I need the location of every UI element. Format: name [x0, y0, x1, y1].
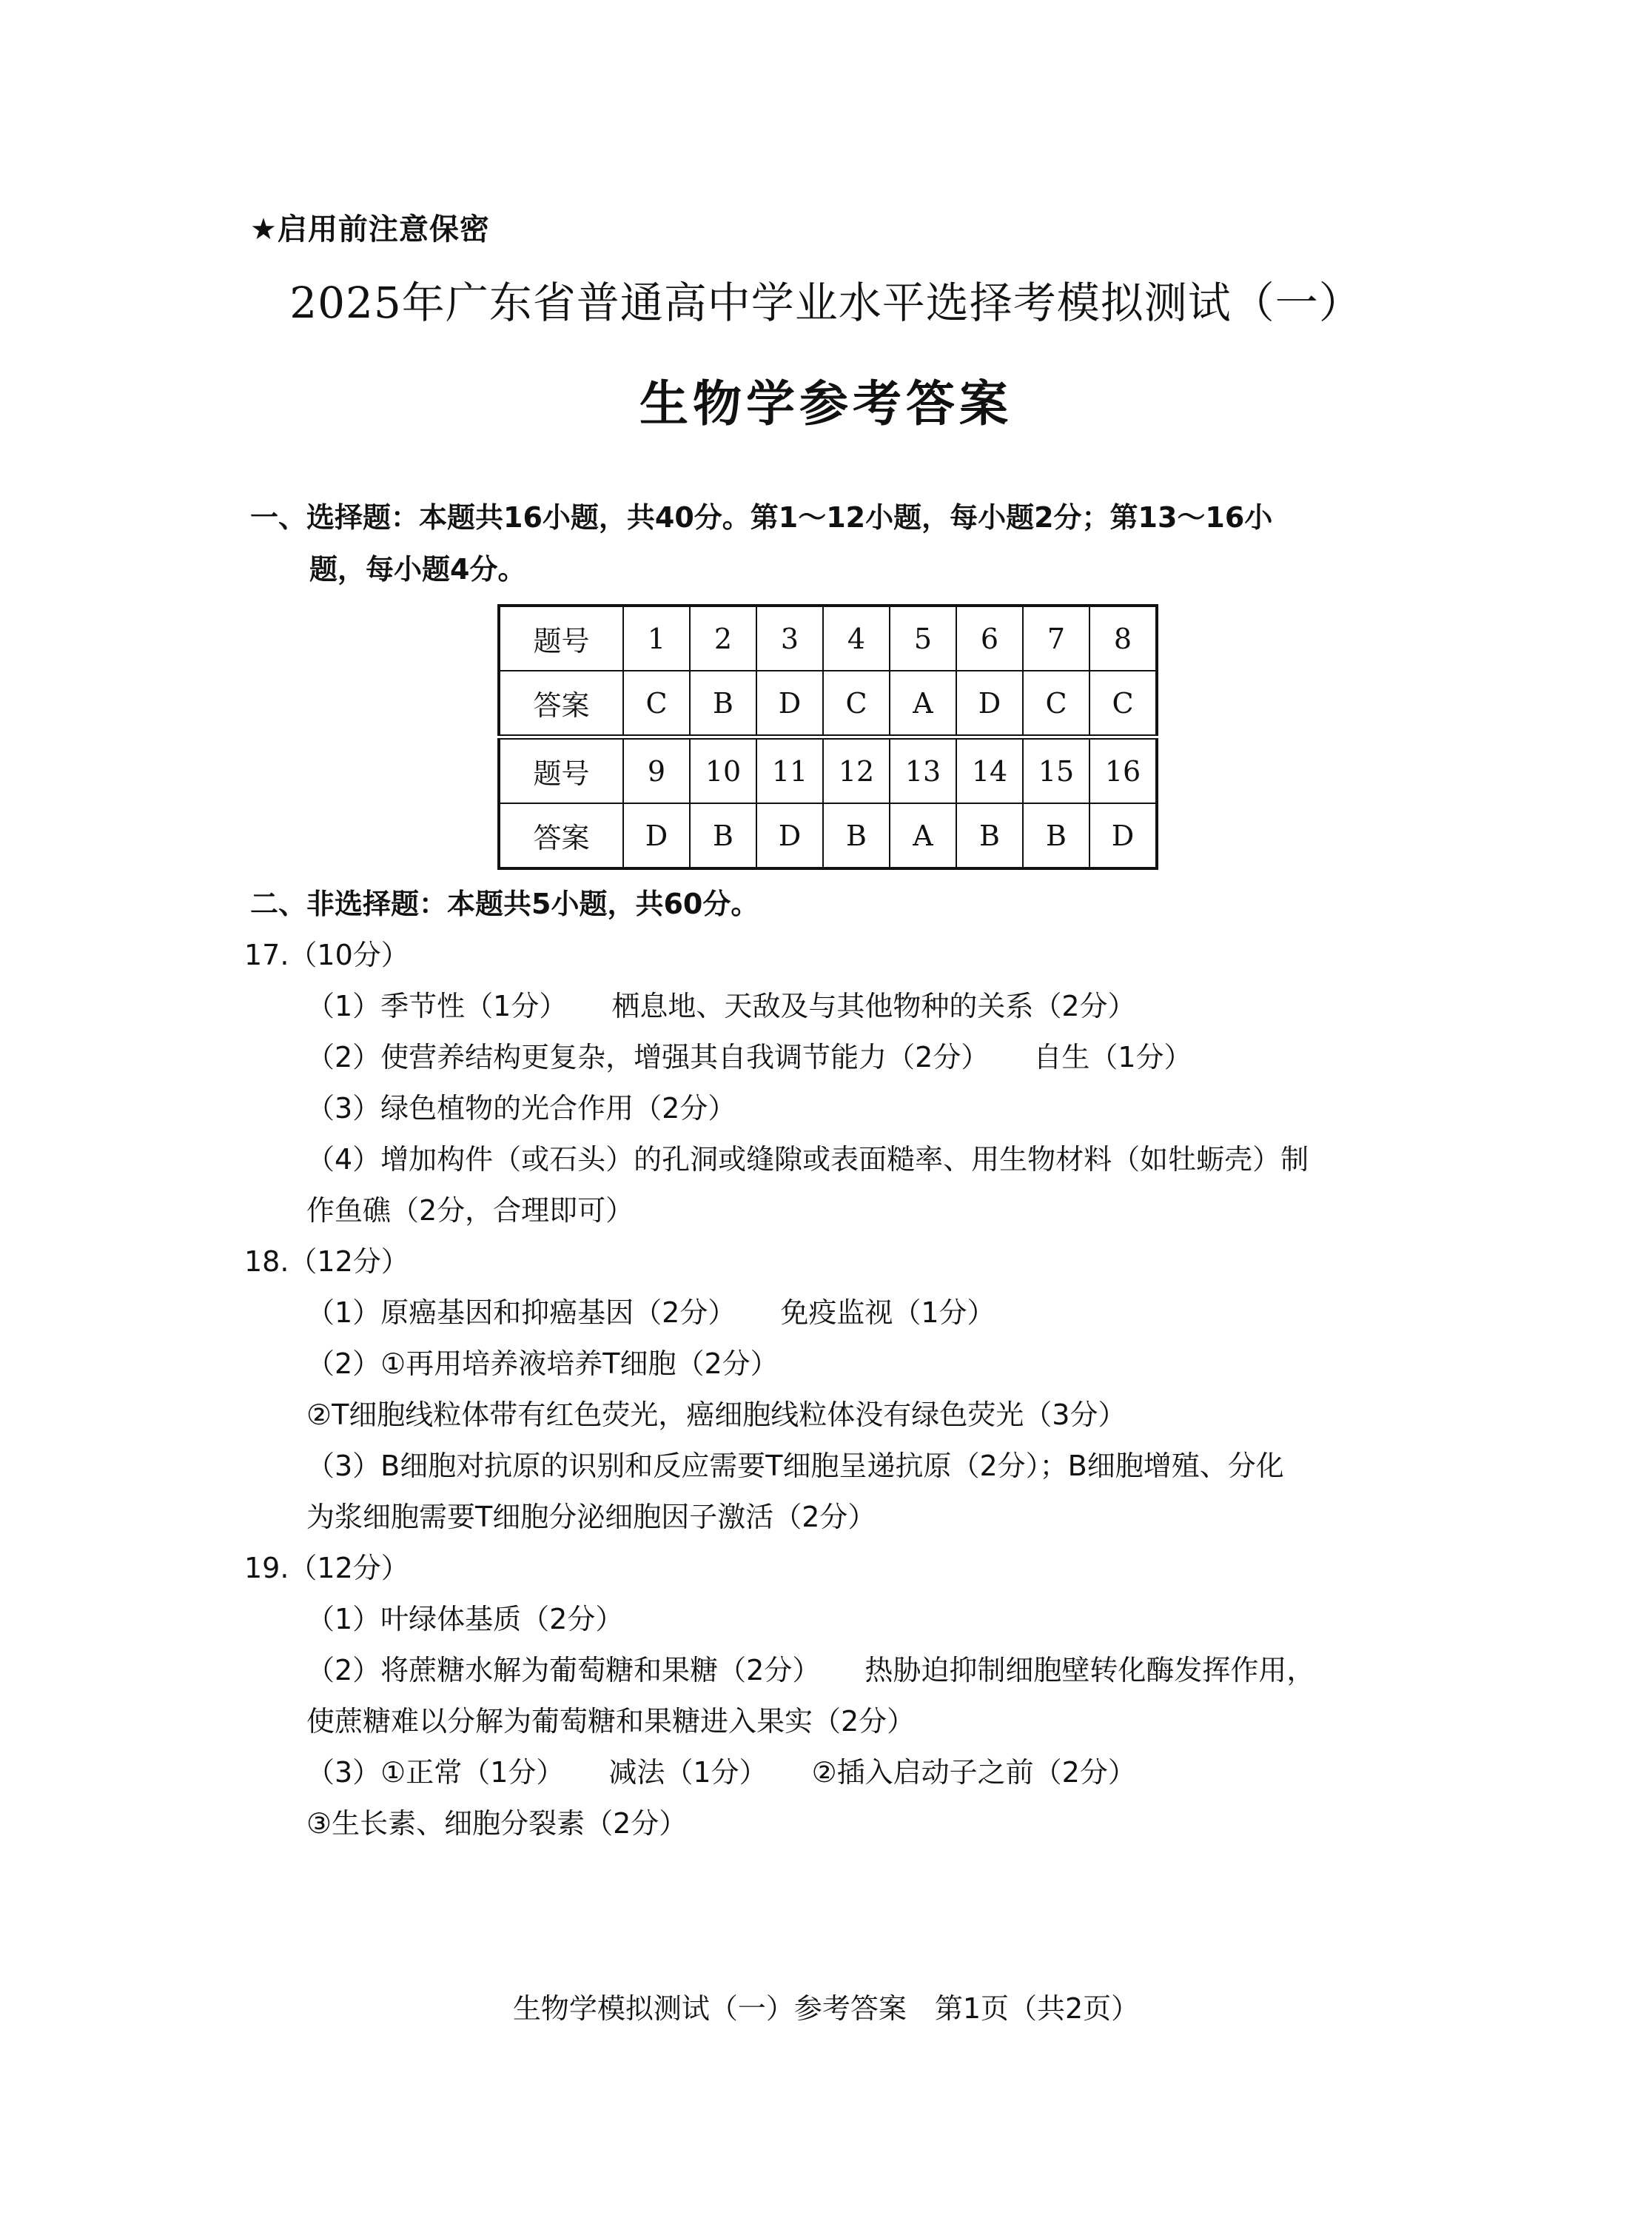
answer-cell: D [623, 803, 690, 868]
number-cell: 12 [823, 737, 890, 804]
question-19-part-2 [244, 1645, 1406, 1696]
answers-body [244, 930, 1406, 1849]
question-17-part-4: （4）增加构件（或石头）的孔洞或缝隙或表面糙率、用生物材料（如牡蛎壳）制 [306, 1143, 1309, 1176]
question-17-heading: 17.（10分） [244, 939, 409, 971]
answer-cell: B [823, 803, 890, 868]
confidential-notice: ★启用前注意保密 [250, 212, 490, 247]
answer-text: 热胁迫抑制细胞壁转化酶发挥作用， [864, 1654, 1315, 1686]
answer-cell: D [756, 803, 823, 868]
number-cell: 4 [823, 606, 890, 671]
question-19-part-3-cont: ③生长素、细胞分裂素（2分） [306, 1807, 688, 1840]
answer-cell: D [956, 671, 1023, 737]
answer-cell: C [1089, 671, 1157, 737]
answer-text: （1）季节性（1分） [306, 990, 568, 1022]
answer-text: ②插入启动子之前（2分） [811, 1756, 1136, 1789]
question-18-part-2: （2）①再用培养液培养T细胞（2分） [306, 1347, 779, 1380]
answer-row [499, 671, 1157, 737]
question-19-heading: 19.（12分） [244, 1552, 409, 1584]
number-cell: 13 [890, 737, 956, 804]
answer-cell: C [1023, 671, 1089, 737]
number-row [499, 606, 1157, 671]
exam-title: 2025年广东省普通高中学业水平选择考模拟测试（一） [289, 278, 1363, 328]
answer-text: 自生（1分） [1033, 1041, 1192, 1073]
number-cell: 1 [623, 606, 690, 671]
question-18-part-1 [244, 1287, 1406, 1339]
number-cell: 2 [690, 606, 756, 671]
number-cell: 14 [956, 737, 1023, 804]
number-cell: 16 [1089, 737, 1157, 804]
number-label: 题号 [499, 606, 623, 671]
number-cell: 9 [623, 737, 690, 804]
question-17-part-3: （3）绿色植物的光合作用（2分） [306, 1092, 736, 1125]
number-cell: 3 [756, 606, 823, 671]
question-18-heading: 18.（12分） [244, 1245, 409, 1278]
page-footer: 生物学模拟测试（一）参考答案 第1页（共2页） [512, 1992, 1140, 2025]
question-18-part-3: （3）B细胞对抗原的识别和反应需要T细胞呈递抗原（2分）；B细胞增殖、分化 [306, 1450, 1284, 1482]
question-18-part-2-cont: ②T细胞线粒体带有红色荧光，癌细胞线粒体没有绿色荧光（3分） [306, 1398, 1126, 1431]
answer-cell: D [756, 671, 823, 737]
answer-cell: A [890, 803, 956, 868]
section-1-line-1: 一、选择题：本题共16小题，共40分。第1～12小题，每小题2分；第13～16小 [250, 501, 1273, 534]
answer-cell: C [623, 671, 690, 737]
answer-label: 答案 [499, 803, 623, 868]
answer-cell: C [823, 671, 890, 737]
number-cell: 6 [956, 606, 1023, 671]
answer-text: （2）使营养结构更复杂，增强其自我调节能力（2分） [306, 1041, 990, 1073]
subject-title: 生物学参考答案 [639, 375, 1013, 432]
question-19-part-3 [244, 1747, 1406, 1798]
answer-text: 免疫监视（1分） [780, 1296, 995, 1329]
question-19-part-2-cont: 使蔗糖难以分解为葡萄糖和果糖进入果实（2分） [306, 1705, 916, 1738]
answer-text: （2）将蔗糖水解为葡萄糖和果糖（2分） [306, 1654, 821, 1686]
answer-row [499, 803, 1157, 868]
answer-cell: B [956, 803, 1023, 868]
section-1-heading [250, 492, 1405, 595]
number-cell: 8 [1089, 606, 1157, 671]
answer-cell: D [1089, 803, 1157, 868]
answer-text: 减法（1分） [608, 1756, 768, 1789]
number-row [499, 737, 1157, 804]
answer-cell: B [690, 671, 756, 737]
number-label: 题号 [499, 737, 623, 804]
number-cell: 11 [756, 737, 823, 804]
number-cell: 15 [1023, 737, 1089, 804]
section-2-heading: 二、非选择题：本题共5小题，共60分。 [250, 888, 759, 920]
answer-cell: B [690, 803, 756, 868]
question-18-part-3-cont: 为浆细胞需要T细胞分泌细胞因子激活（2分） [306, 1501, 876, 1533]
section-1-line-2: 题，每小题4分。 [309, 553, 526, 586]
answer-cell: B [1023, 803, 1089, 868]
number-cell: 10 [690, 737, 756, 804]
question-19-part-1: （1）叶绿体基质（2分） [306, 1603, 624, 1635]
number-cell: 7 [1023, 606, 1089, 671]
answer-label: 答案 [499, 671, 623, 737]
answer-text: 栖息地、天敌及与其他物种的关系（2分） [611, 990, 1136, 1022]
question-17-part-1 [244, 981, 1406, 1032]
answer-text: （1）原癌基因和抑癌基因（2分） [306, 1296, 736, 1329]
answer-text: （3）①正常（1分） [306, 1756, 565, 1789]
answer-table [497, 604, 1158, 870]
question-17-part-4-cont: 作鱼礁（2分，合理即可） [306, 1194, 634, 1227]
number-cell: 5 [890, 606, 956, 671]
answer-cell: A [890, 671, 956, 737]
question-17-part-2 [244, 1032, 1406, 1083]
